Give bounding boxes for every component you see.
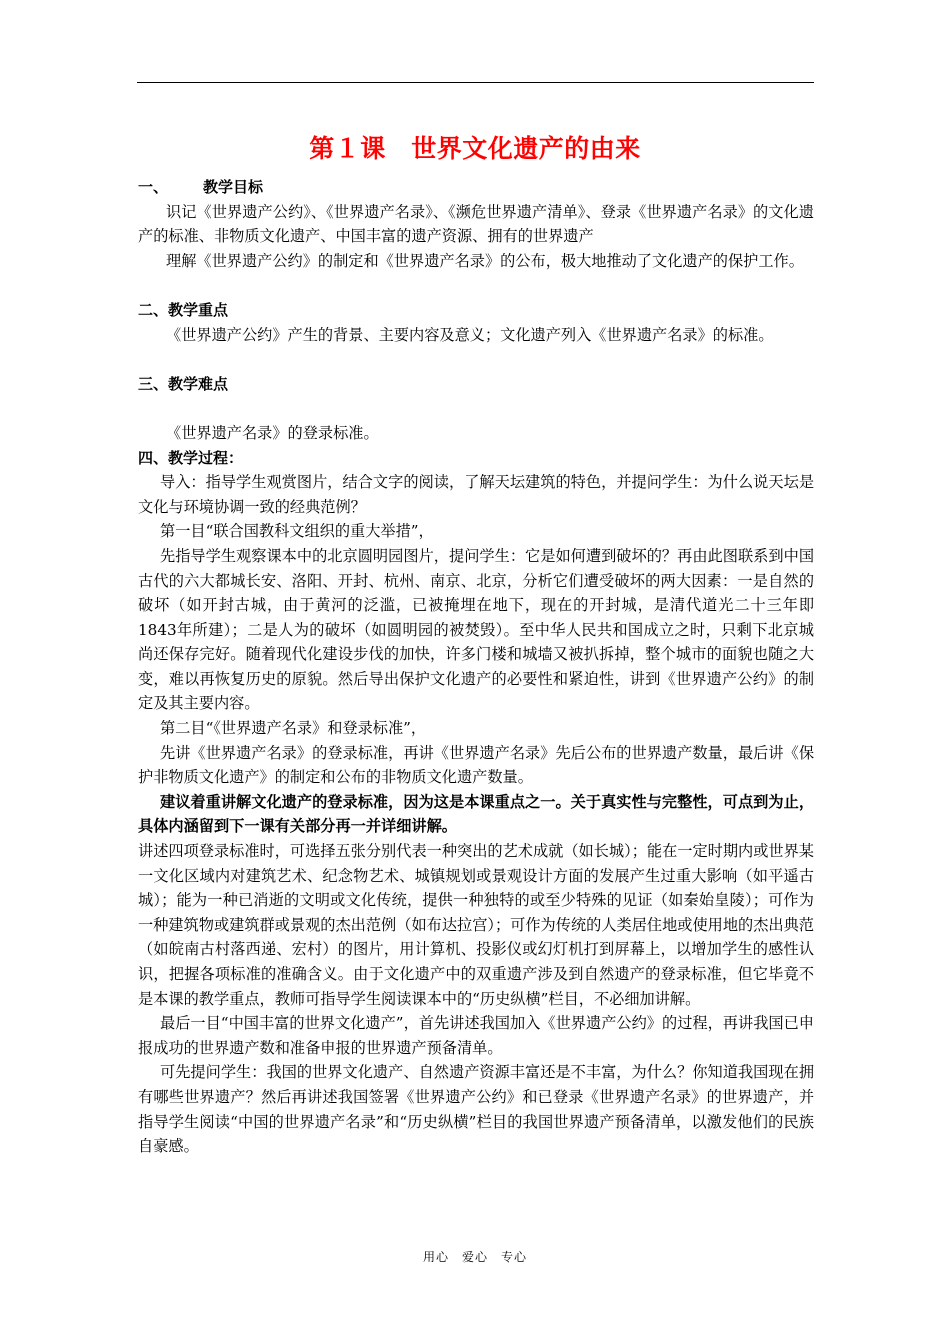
section-heading-process: 四、教学过程：: [138, 448, 244, 467]
paragraph: 第一目“联合国教科文组织的重大举措”，: [160, 522, 434, 541]
paragraph: 识记《世界遗产公约》、《世界遗产名录》、《濒危世界遗产清单》、登录《世界遗产名录》的文化遗产的标准、非物质文化遗产、中国丰富的遗产资源、拥有的世界遗产: [138, 202, 814, 246]
page-footer: 用心 爱心 专心: [422, 1250, 527, 1264]
spacer: [138, 347, 814, 372]
section-heading-objectives: [138, 175, 814, 200]
paragraph: 第二目“《世界遗产名录》和登录标准”，: [160, 719, 427, 738]
paragraph: 导入：指导学生观赏图片，结合文字的阅读，了解天坛建筑的特色，并提问学生：为什么说天坛是文化与环境协调一致的经典范例？: [138, 473, 814, 516]
section-label: 教学目标: [203, 178, 264, 196]
paragraph: 讲述四项登录标准时，可选择五张分别代表一种突出的艺术成就（如长城）；能在一定时期内或世界某一文化区域内对建筑艺术、纪念物艺术、城镇规划或景观设计方面的发展产生过重大影响（如平遥古城）；能为一种已消逝的文明或文化传统，提供一种独特的或至少特殊的见证（如秦始皇陵）；可作为一种建筑物或建筑群或景观的杰出范例（如布达拉宫）；可作为传统的人类居住地或使用地的杰出典范（如皖南古村落西递、宏村）的图片，用计算机、投影仪或幻灯机打到屏幕上，以增加学生的感性认识，把握各项标准的准确含义。由于文化遗产中的双重遗产涉及到自然遗产的登录标准，但它毕竟不是本课的教学重点，教师可指导学生阅读课本中的“历史纵横”栏目，不必细加讲解。: [138, 842, 814, 1008]
page-title: 第１课 世界文化遗产的由来: [309, 134, 641, 163]
paragraph: 《世界遗产公约》产生的背景、主要内容及意义；文化遗产列入《世界遗产名录》的标准。: [166, 325, 774, 344]
emphasis-paragraph: 建议着重讲解文化遗产的登录标准，因为这是本课重点之一。关于真实性与完整性，可点到为止，具体内涵留到下一课有关部分再一并详细讲解。: [138, 792, 814, 836]
paragraph: 最后一目“中国丰富的世界文化遗产”，首先讲述我国加入《世界遗产公约》的过程，再讲我国已申报成功的世界遗产数和准备申报的世界遗产预备清单。: [138, 1014, 814, 1057]
paragraph: 先指导学生观察课本中的北京圆明园图片，提问学生：它是如何遭到破坏的？再由此图联系到中国古代的六大都城长安、洛阳、开封、杭州、南京、北京，分析它们遭受破坏的两大因素：一是自然的破坏（如开封古城，由于黄河的泛滥，已被掩埋在地下，现在的开封城，是清代道光二十三年即1843年所建）；二是人为的破坏（如圆明园的被焚毁）。至中华人民共和国成立之时，只剩下北京城尚还保存完好。随着现代化建设步伐的加快，许多门楼和城墙又被扒拆掉，整个城市的面貌也随之大变，难以再恢复历史的原貌。然后导出保护文化遗产的必要性和紧迫性，讲到《世界遗产公约》的制定及其主要内容。: [138, 546, 814, 713]
spacer: [138, 273, 814, 298]
section-heading-key-points: 二、教学重点: [138, 300, 229, 319]
paragraph: 可先提问学生：我国的世界文化遗产、自然遗产资源丰富还是不丰富，为什么？你知道我国现在拥有哪些世界遗产？然后再讲述我国签署《世界遗产公约》和已登录《世界遗产名录》的世界遗产，并指导学生阅读“中国的世界遗产名录”和“历史纵横”栏目的我国世界遗产预备清单，以激发他们的民族自豪感。: [138, 1063, 814, 1156]
header-rule: [137, 82, 814, 83]
spacer: [138, 396, 814, 421]
paragraph: 理解《世界遗产公约》的制定和《世界遗产名录》的公布，极大地推动了文化遗产的保护工作。: [166, 251, 804, 270]
section-heading-difficulties: 三、教学难点: [138, 374, 229, 393]
paragraph: 先讲《世界遗产名录》的登录标准，再讲《世界遗产名录》先后公布的世界遗产数量，最后讲《保护非物质文化遗产》的制定和公布的非物质文化遗产数量。: [138, 743, 814, 787]
document-body: [138, 175, 814, 1159]
paragraph: 《世界遗产名录》的登录标准。: [166, 423, 379, 442]
section-number: 一、: [138, 178, 169, 196]
